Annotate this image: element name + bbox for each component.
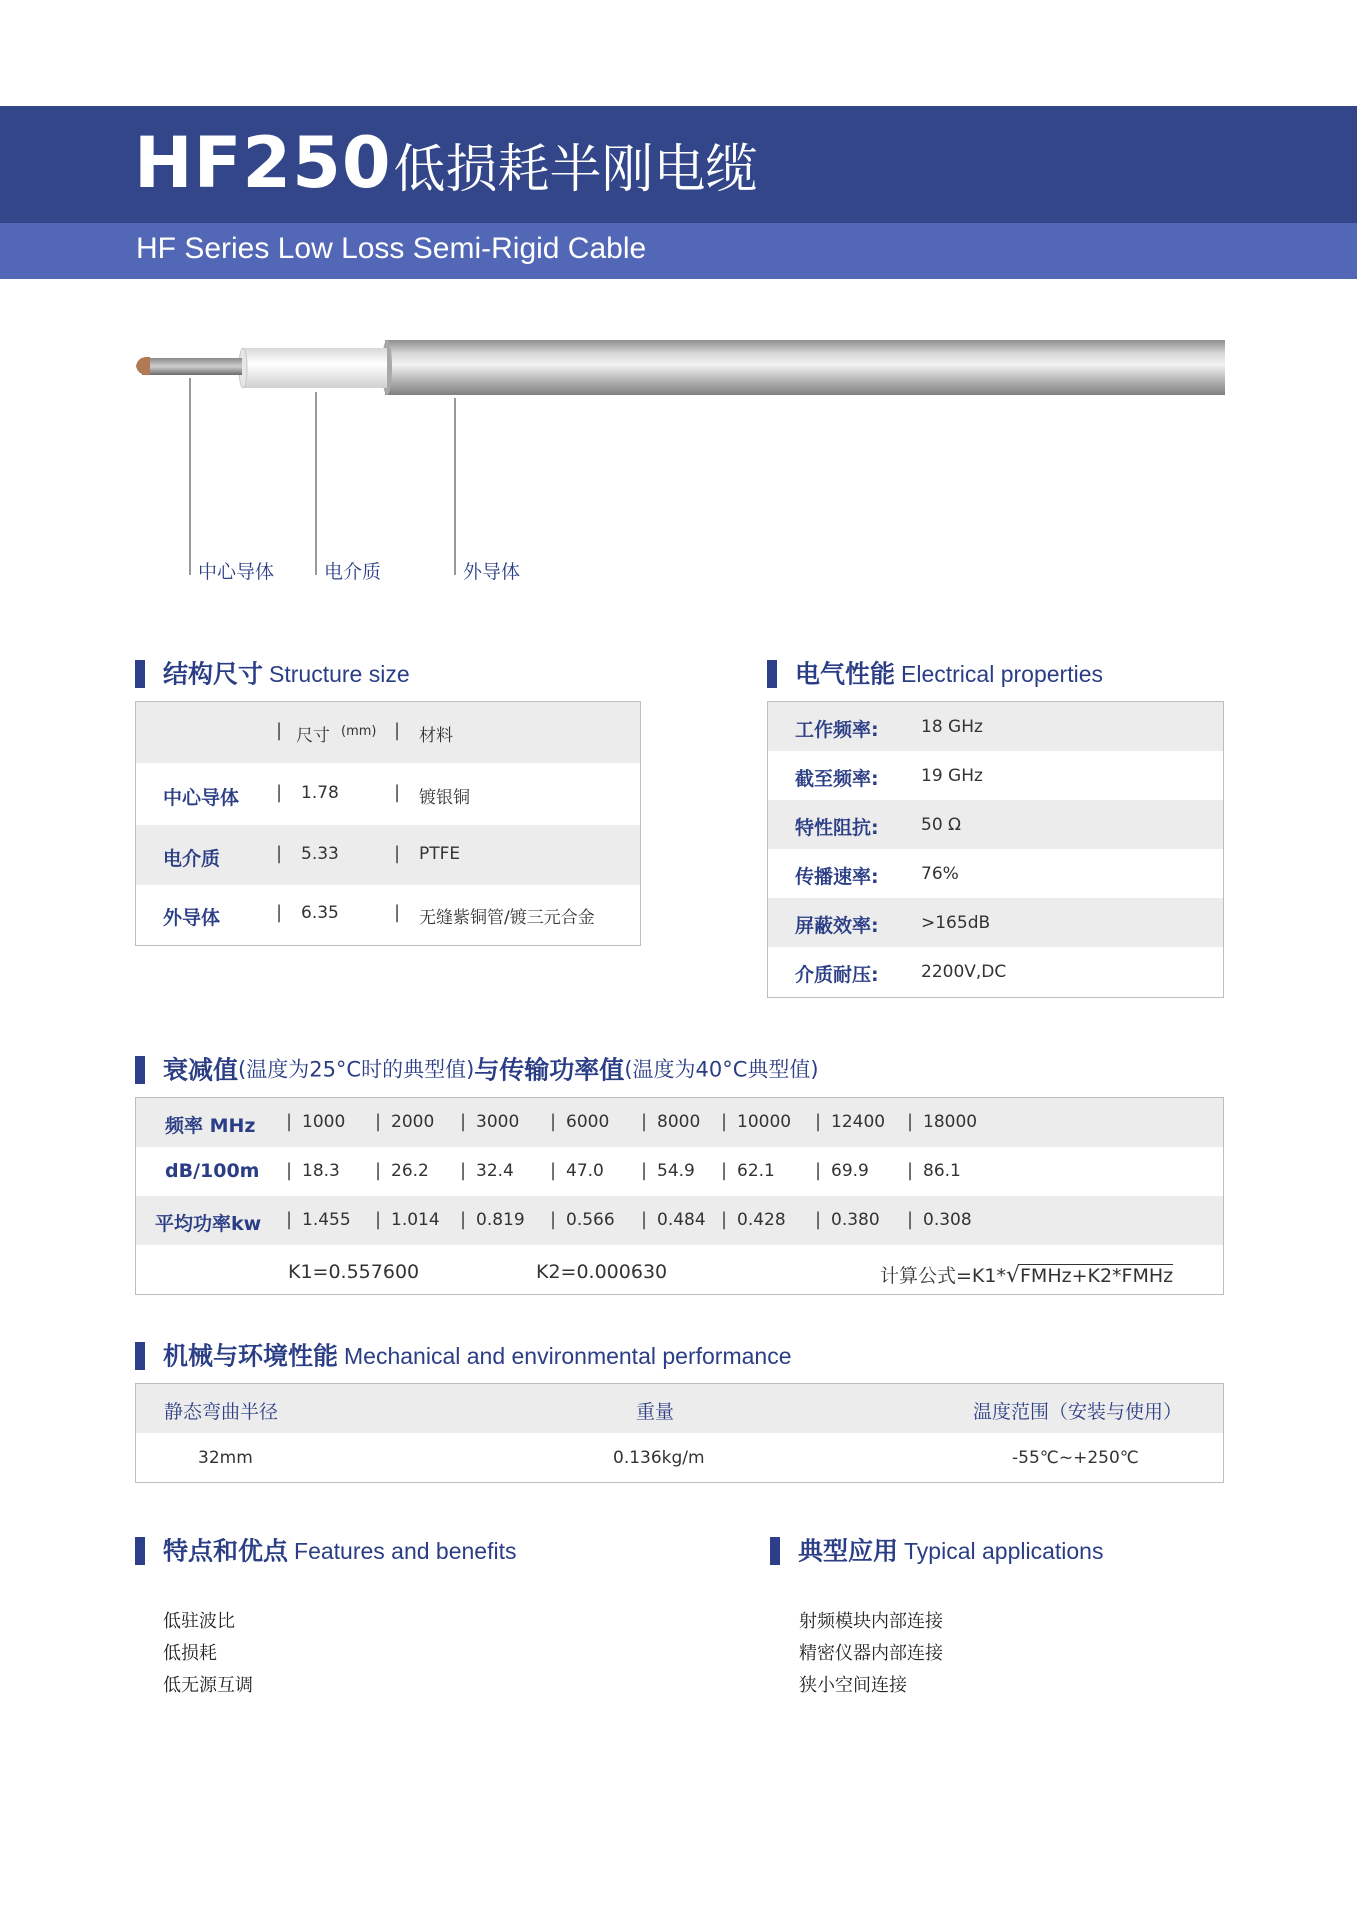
- frequency-cell: 1000: [302, 1112, 346, 1132]
- feature-item: 低无源互调: [163, 1675, 253, 1696]
- db-cell: 47.0: [566, 1161, 604, 1181]
- column-separator: |: [907, 1160, 914, 1181]
- db-cell: 54.9: [657, 1161, 695, 1181]
- label-dielectric: 电介质: [324, 561, 382, 583]
- center-conductor-shape: [142, 358, 242, 375]
- db-cell: 32.4: [476, 1161, 514, 1181]
- column-separator: |: [550, 1111, 557, 1132]
- frequency-cell: 6000: [566, 1112, 610, 1132]
- electrical-row: 介质耐压: 2200V,DC: [795, 962, 1007, 986]
- db-cell: 86.1: [923, 1161, 961, 1181]
- model-number: HF250: [134, 122, 392, 204]
- column-separator: |: [286, 1160, 293, 1181]
- column-separator: |: [375, 1209, 382, 1230]
- column-separator: |: [460, 1160, 467, 1181]
- page-title: [134, 122, 758, 204]
- k1-value: K1=0.557600: [288, 1261, 420, 1283]
- electrical-heading: 电气性能 Electrical properties: [767, 660, 1103, 688]
- column-separator: |: [907, 1111, 914, 1132]
- outer-conductor-shape: [385, 340, 1225, 395]
- mechanical-value-row: 32mm 0.136kg/m -55℃~+250℃: [198, 1448, 1139, 1468]
- formula: 计算公式=K1*√FMHz+K2*FMHz: [880, 1263, 1174, 1288]
- mechanical-table: [135, 1383, 1224, 1483]
- dielectric-shape: [242, 348, 387, 388]
- structure-row: 电介质 | 5.33 | PTFE: [136, 825, 640, 885]
- column-separator: |: [721, 1209, 728, 1230]
- db-cell: 62.1: [737, 1161, 775, 1181]
- application-item: 狭小空间连接: [799, 1675, 907, 1696]
- power-cell: 0.428: [737, 1210, 786, 1230]
- power-cell: 1.455: [302, 1210, 351, 1230]
- structure-header-row: | 尺寸 (mm) | 材料: [136, 702, 640, 763]
- electrical-row: 截至频率: 19 GHz: [795, 766, 983, 790]
- electrical-table: [767, 701, 1224, 998]
- electrical-row: 工作频率: 18 GHz: [768, 702, 1223, 751]
- power-cell: 0.308: [923, 1210, 972, 1230]
- page-subtitle: HF Series Low Loss Semi-Rigid Cable: [136, 232, 647, 265]
- db-cell: 26.2: [391, 1161, 429, 1181]
- feature-item: 低驻波比: [163, 1611, 235, 1632]
- frequency-cell: 12400: [831, 1112, 886, 1132]
- formula-row: [136, 1245, 1223, 1294]
- column-separator: |: [815, 1209, 822, 1230]
- attenuation-table: [135, 1097, 1224, 1295]
- frequency-cell: 2000: [391, 1112, 435, 1132]
- column-separator: |: [286, 1209, 293, 1230]
- column-separator: |: [550, 1209, 557, 1230]
- column-separator: |: [375, 1111, 382, 1132]
- column-separator: |: [721, 1160, 728, 1181]
- column-separator: |: [550, 1160, 557, 1181]
- title-cn: 低损耗半刚电缆: [393, 140, 758, 200]
- electrical-row: 特性阻抗: 50 Ω: [768, 800, 1223, 849]
- power-cell: 0.484: [657, 1210, 706, 1230]
- mechanical-heading: 机械与环境性能 Mechanical and environmental performance: [135, 1342, 791, 1370]
- application-item: 精密仪器内部连接: [799, 1643, 943, 1664]
- applications-heading: 典型应用 Typical applications: [770, 1537, 1103, 1565]
- column-separator: |: [815, 1111, 822, 1132]
- column-separator: |: [641, 1111, 648, 1132]
- label-center-conductor: 中心导体: [198, 561, 275, 583]
- electrical-row: 屏蔽效率: >165dB: [768, 898, 1223, 947]
- column-separator: |: [286, 1111, 293, 1132]
- power-cell: 0.566: [566, 1210, 615, 1230]
- feature-item: 低损耗: [163, 1643, 217, 1664]
- db-cell: 18.3: [302, 1161, 340, 1181]
- power-cell: 0.819: [476, 1210, 525, 1230]
- frequency-cell: 3000: [476, 1112, 520, 1132]
- cable-illustration: [130, 330, 1230, 590]
- frequency-cell: 10000: [737, 1112, 792, 1132]
- application-item: 射频模块内部连接: [799, 1611, 943, 1632]
- k2-value: K2=0.000630: [536, 1261, 668, 1283]
- column-separator: |: [721, 1111, 728, 1132]
- column-separator: |: [460, 1209, 467, 1230]
- column-separator: |: [641, 1160, 648, 1181]
- frequency-cell: 8000: [657, 1112, 701, 1132]
- structure-table: [135, 701, 641, 946]
- power-cell: 0.380: [831, 1210, 880, 1230]
- column-separator: |: [907, 1209, 914, 1230]
- structure-row: 中心导体 | 1.78 | 镀银铜: [163, 782, 470, 809]
- structure-heading: 结构尺寸 Structure size: [135, 660, 410, 688]
- frequency-row: 频率 MHz | 1000 | 2000 | 3000 | 6000 | 8000 | 10000 | 12400 | 18000: [136, 1098, 1223, 1147]
- attenuation-heading: 衰减值(温度为25°C时的典型值)与传输功率值(温度为40°C典型值): [135, 1056, 819, 1084]
- attenuation-db-row: dB/100m | 18.3 | 26.2 | 32.4 | 47.0 | 54.9 | 62.1 | 69.9 | 86.1: [165, 1160, 961, 1182]
- frequency-cell: 18000: [923, 1112, 978, 1132]
- structure-row: 外导体 | 6.35 | 无缝紫铜管/镀三元合金: [163, 902, 595, 929]
- features-heading: 特点和优点 Features and benefits: [135, 1537, 517, 1565]
- mechanical-header-row: 静态弯曲半径 重量 温度范围（安装与使用）: [136, 1384, 1223, 1433]
- label-outer-conductor: 外导体: [463, 561, 521, 583]
- column-separator: |: [375, 1160, 382, 1181]
- average-power-row: 平均功率kw | 1.455 | 1.014 | 0.819 | 0.566 | 0.484 | 0.428 | 0.380 | 0.308: [136, 1196, 1223, 1245]
- power-cell: 1.014: [391, 1210, 440, 1230]
- column-separator: |: [641, 1209, 648, 1230]
- column-separator: |: [460, 1111, 467, 1132]
- electrical-row: 传播速率: 76%: [795, 864, 959, 888]
- column-separator: |: [815, 1160, 822, 1181]
- db-cell: 69.9: [831, 1161, 869, 1181]
